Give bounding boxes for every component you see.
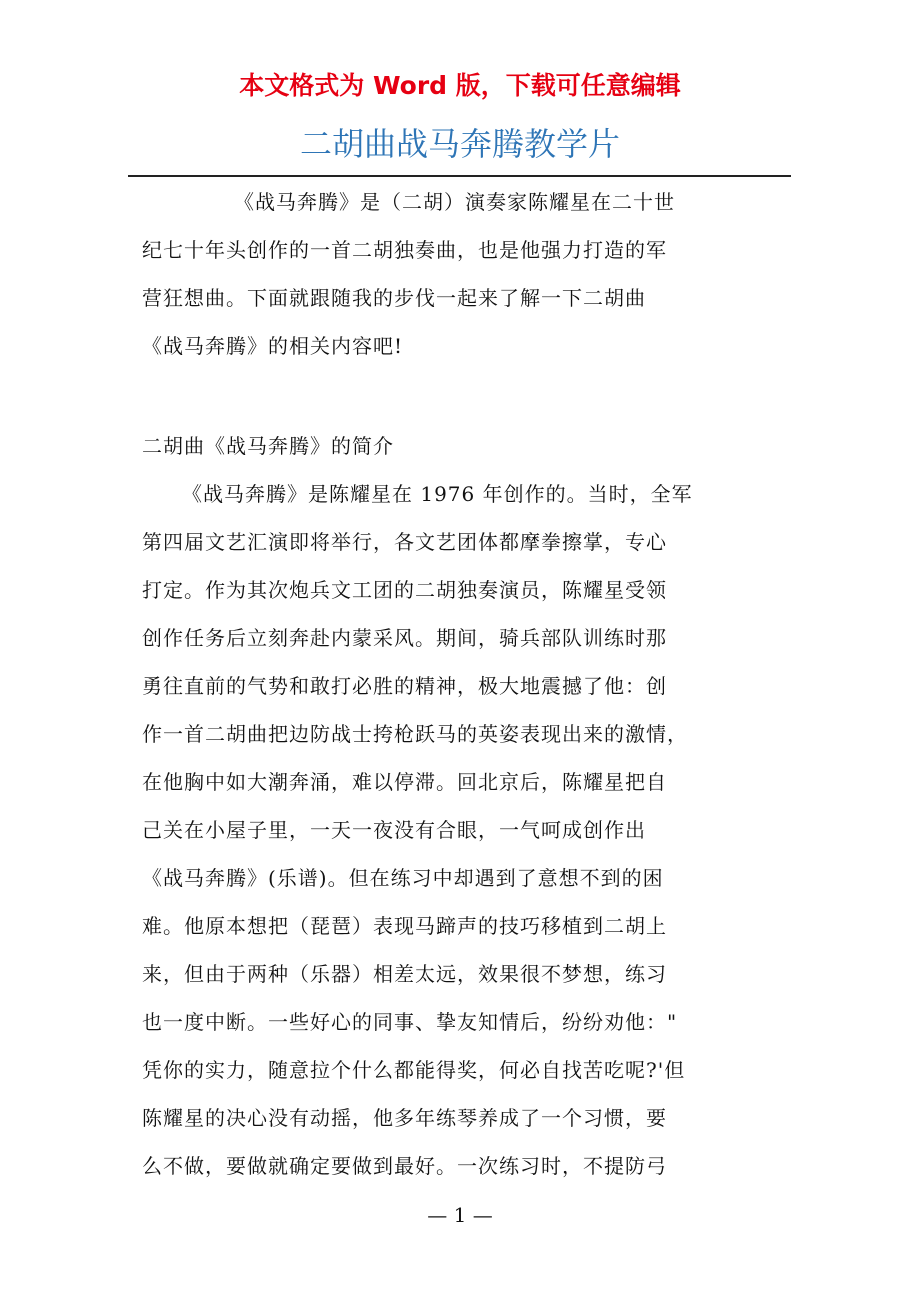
text-line: 来，但由于两种（乐器）相差太远，效果很不梦想，练习: [142, 962, 667, 986]
page-number: — 1 —: [427, 1203, 493, 1227]
text-line: 打定。作为其次炮兵文工团的二胡独奏演员，陈耀星受领: [142, 578, 667, 602]
text-line: 纪七十年头创作的一首二胡独奏曲，也是他强力打造的军: [142, 238, 667, 262]
intro-paragraph: [142, 178, 772, 370]
text-line: 营狂想曲。下面就跟随我的步伐一起来了解一下二胡曲: [142, 286, 646, 310]
text-line: 难。他原本想把（琵琶）表现马蹄声的技巧移植到二胡上: [142, 914, 667, 938]
document-body: [142, 178, 772, 1190]
text-line: 《战马奔腾》是陈耀星在 1976 年创作的。当时，全军: [182, 482, 693, 506]
text-line: 也一度中断。一些好心的同事、挚友知情后，纷纷劝他：": [142, 1010, 678, 1034]
text-line: 么不做，要做就确定要做到最好。一次练习时，不提防弓: [142, 1154, 667, 1178]
document-title: 二胡曲战马奔腾教学片: [299, 125, 620, 163]
text-line: 《战马奔腾》是（二胡）演奏家陈耀星在二十世: [234, 190, 675, 214]
text-line: 第四届文艺汇演即将举行，各文艺团体都摩拳擦掌，专心: [142, 530, 667, 554]
text-line: 创作任务后立刻奔赴内蒙采风。期间，骑兵部队训练时那: [142, 626, 667, 650]
text-line: 《战马奔腾》(乐谱)。但在练习中却遇到了意想不到的困: [142, 866, 664, 890]
text-line: 勇往直前的气势和敢打必胜的精神，极大地震撼了他：创: [142, 674, 667, 698]
title-divider: [128, 175, 791, 177]
text-line: 陈耀星的决心没有动摇，他多年练琴养成了一个习惯，要: [142, 1106, 667, 1130]
text-line: 在他胸中如大潮奔涌，难以停滞。回北京后，陈耀星把自: [142, 770, 667, 794]
text-line: 作一首二胡曲把边防战士挎枪跃马的英姿表现出来的激情，: [142, 722, 688, 746]
text-line: 己关在小屋子里，一天一夜没有合眼，一气呵成创作出: [142, 818, 646, 842]
text-line: 《战马奔腾》的相关内容吧!: [142, 334, 404, 358]
download-banner: 本文格式为 Word 版，下载可任意编辑: [239, 71, 681, 100]
text-line: 凭你的实力，随意拉个什么都能得奖，何必自找苦吃呢?'但: [142, 1058, 686, 1082]
section-heading: 二胡曲《战马奔腾》的简介: [142, 434, 394, 458]
paragraph-gap: [142, 370, 772, 422]
body-paragraph: [142, 470, 772, 1190]
